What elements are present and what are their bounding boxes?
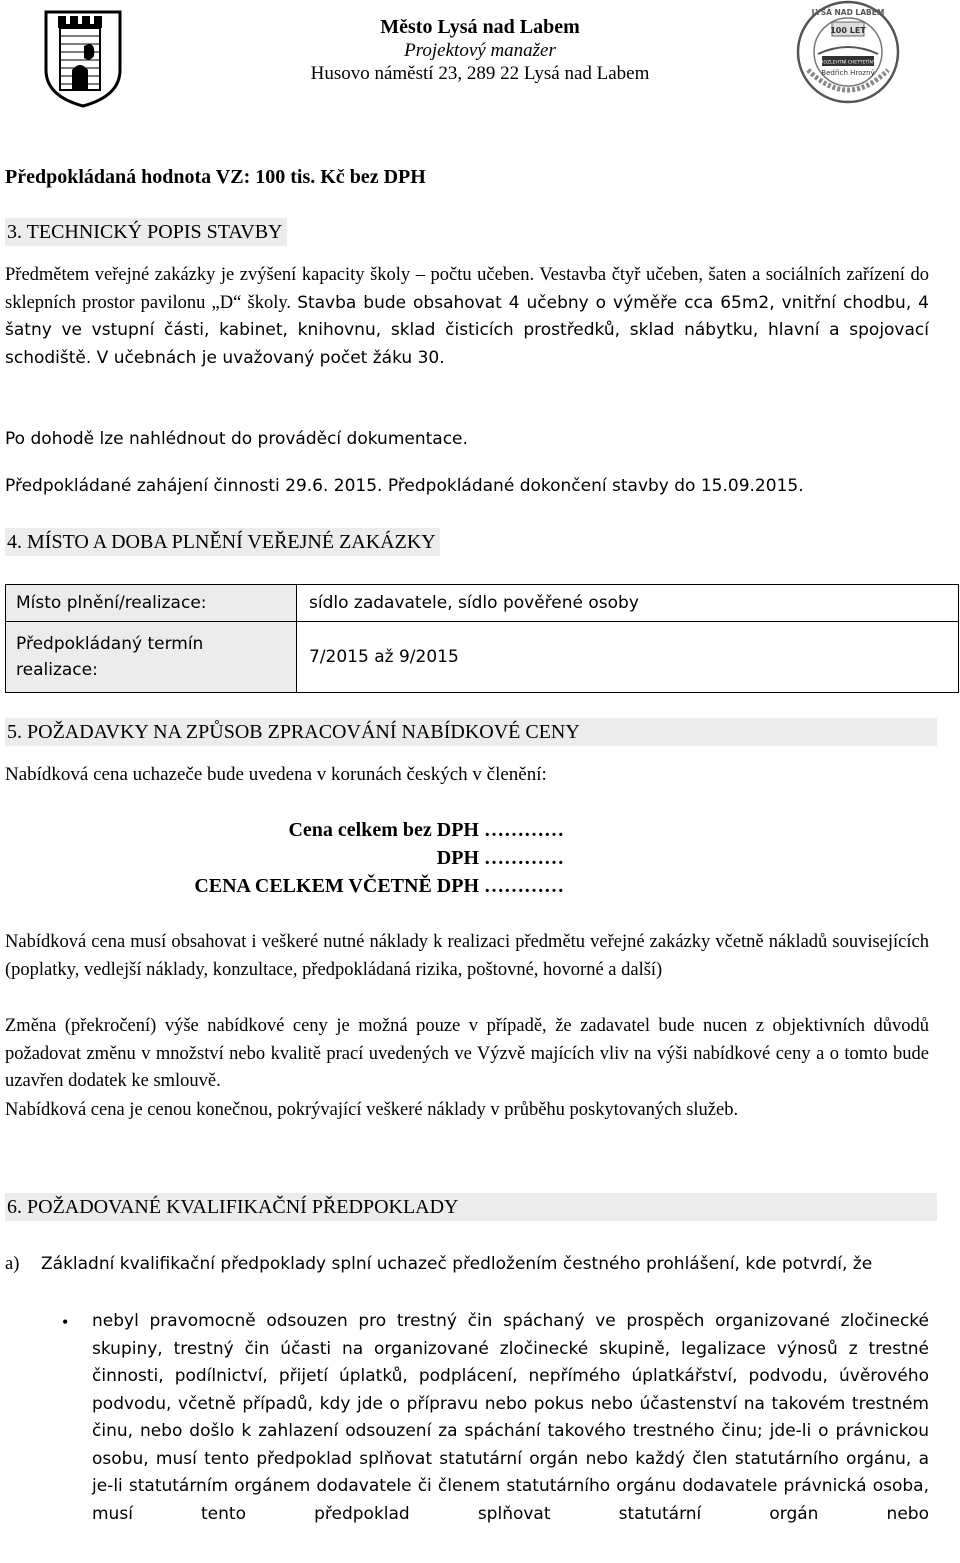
seal-line1: ROZLEHTNÍ CHETTETÍNY	[820, 60, 876, 66]
list-item: nebyl pravomocně odsouzen pro trestný čin spáchaný ve prospěch organizované zločinecké skupiny, trestný čin účasti na organizované zločinecké skupině, legalizace výnosů z trestné činnosti, podílnictví, přijetí úplatků, podplácení, nepřímého úplatkářství, podvodu, úvěrového podvodu, včetně případů, kdy jde o přípravu nebo pokus nebo účastenství na takovém trestném činu, nebo došlo k zahlazení odsouzení za spáchání takového trestného činu; jde-li o právnickou osobu, musí tento předpoklad splňovat statutární orgán nebo každý člen statutárního orgánu, a je-li statutárním orgánem dodavatele či členem statutárního orgánu dodavatele právnická osoba, musí tento předpoklad splňovat statutární orgán nebo	[92, 1311, 929, 1524]
price-line-vat: DPH …………	[436, 847, 564, 869]
estimated-value: Předpokládaná hodnota VZ: 100 tis. Kč bez DPH	[5, 166, 426, 188]
address: Husovo náměstí 23, 289 22 Lysá nad Labem	[310, 63, 650, 84]
seal-badge: 100 LET	[830, 26, 866, 35]
place-label: Místo plnění/realizace:	[6, 585, 297, 622]
section-5-heading: 5. POŽADAVKY NA ZPŮSOB ZPRACOVÁNÍ NABÍDKOVÉ CENY	[5, 718, 937, 746]
bullet-icon: •	[62, 1312, 69, 1332]
term-label: Předpokládaný termín realizace:	[6, 622, 297, 693]
section-3-dates: Předpokládané zahájení činnosti 29.6. 2015. Předpokládané dokončení stavby do 15.09.2015.	[5, 476, 804, 496]
section-3-description	[5, 262, 929, 372]
seal-top-text: LYSÁ NAD LABEM	[811, 8, 885, 17]
place-and-time-table	[5, 584, 959, 693]
section-3-heading: 3. TECHNICKÝ POPIS STAVBY	[5, 218, 287, 246]
price-line-total-excl-vat: Cena celkem bez DPH …………	[288, 819, 564, 841]
item-a-marker: a)	[5, 1254, 20, 1274]
section-6-heading: 6. POŽADOVANÉ KVALIFIKAČNÍ PŘEDPOKLADY	[5, 1193, 937, 1221]
item-a-text: Základní kvalifikační předpoklady splní uchazeč předložením čestného prohlášení, kde potvrdí, že	[41, 1254, 873, 1274]
section-5-intro: Nabídková cena uchazeče bude uvedena v korunách českých v členění:	[5, 764, 547, 785]
section-3-documentation-note: Po dohodě lze nahlédnout do prováděcí dokumentace.	[5, 429, 468, 449]
table-row	[6, 622, 959, 693]
section-3-intro-serif: Předmětem veřejné zakázky je zvýšení kapacity školy – počtu učeben. Vestavba čtyř učeben, šaten a sociálních zařízení do sklepních prostor pavilonu „D“ školy.	[5, 265, 929, 313]
place-value: sídlo zadavatele, sídlo pověřené osoby	[297, 585, 959, 622]
section-5-paragraph-1: Nabídková cena musí obsahovat i veškeré nutné náklady k realizaci předmětu veřejné zakázky včetně nákladů souvisejících (poplatky, vedlejší náklady, konzultace, předpokládaná rizika, poštovné, hovorné a další)	[5, 932, 929, 980]
seal-line2: Bedřich Hrozný	[821, 69, 875, 77]
section-5-paragraph-2: Změna (překročení) výše nabídkové ceny je možná pouze v případě, že zadavatel bude nucen z objektivních důvodů požadovat změnu v množství nebo kvalitě prací uvedených ve Výzvě majících vliv na výši nabídkové ceny a o tomto bude uzavřen dodatek ke smlouvě.	[5, 1016, 929, 1091]
city-name: Město Lysá nad Labem	[380, 16, 580, 38]
table-row	[6, 585, 959, 622]
section-3-intro-sans: Stavba bude obsahovat 4 učebny o výměře cca 65m2, vnitřní chodbu, 4 šatny ve vstupní části, kabinet, knihovnu, sklad čisticích prostředků, sklad nábytku, hlavní a spojovací schodiště. V učebnách je uvažovaný počet žáku 30.	[5, 292, 929, 368]
term-value: 7/2015 až 9/2015	[297, 622, 959, 693]
city-crest-logo	[40, 0, 126, 108]
anniversary-seal-logo	[796, 0, 900, 104]
section-5-paragraph-3: Nabídková cena je cenou konečnou, pokrývající veškeré náklady v průběhu poskytovaných služeb.	[5, 1100, 739, 1120]
price-line-total-incl-vat: CENA CELKEM VČETNĚ DPH …………	[194, 875, 564, 897]
job-title: Projektový manažer	[404, 40, 556, 61]
section-4-heading: 4. MÍSTO A DOBA PLNĚNÍ VEŘEJNÉ ZAKÁZKY	[5, 528, 440, 556]
